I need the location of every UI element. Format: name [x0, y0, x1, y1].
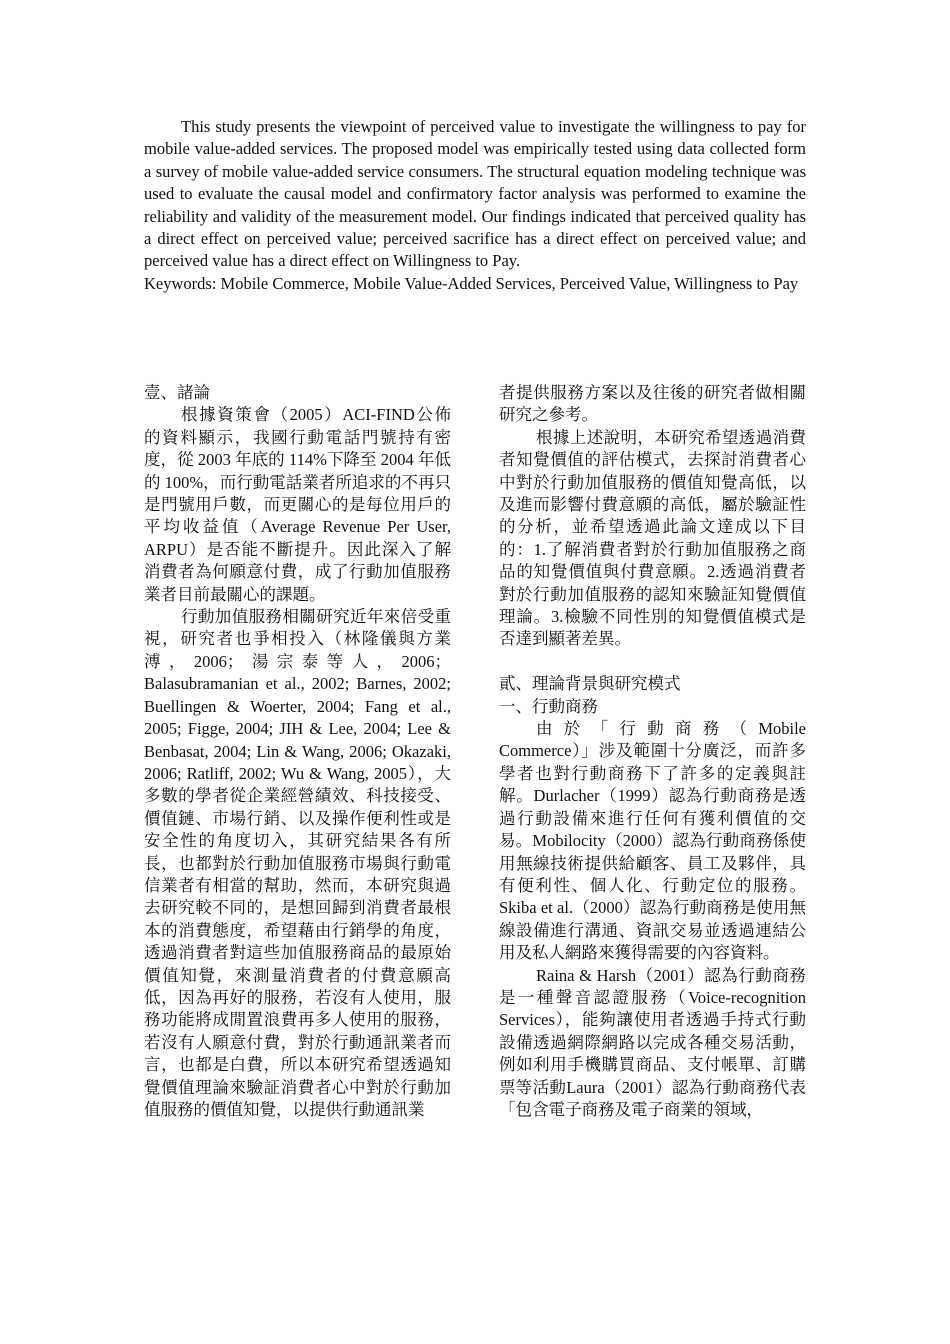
- intro-paragraph-1: 根據資策會（2005）ACI-FIND公佈的資料顯示，我國行動電話門號持有密度，從 2003 年底的 114%下降至 2004 年低的 100%，而行動電話業者所追求的不再只是門號用戶數，而更關心的是每位用戶的平均收益值（Average Revenue Per User, ARPU）是否能不斷提升。因此深入了解消費者為何願意付費，成了行動加值服務業者目前最關心的課題。: [144, 405, 451, 604]
- left-column: [144, 382, 451, 1121]
- research-objectives-paragraph: 根據上述說明，本研究希望透過消費者知覺價值的評估模式，去探討消費者心中對於行動加值服務的價值知覺高低，以及進而影響付費意願的高低，屬於驗証性的分析，並希望透過此論文達成以下目的：1.了解消費者對於行動加值服務之商品的知覺價值與付費意願。2.透過消費者對於行動加值服務的認知來驗証知覺價值理論。3.檢驗不同性別的知覺價值模式是否達到顯著差異。: [499, 427, 806, 649]
- intro-paragraph-2: 行動加值服務相關研究近年來倍受重視，研究者也爭相投入（林隆儀與方業溥，2006；湯宗泰等人，2006； Balasubramanian et al., 2002; Barnes, 2002; Buellingen & Woerter, 2004; Fang et al., 2005; Figge, 2004; JIH & Lee, 2004; Lee & Benbasat, 2004; Lin & Wang, 2006; Okazaki, 2006; Ratliff, 2002; Wu & Wang, 2005），大多數的學者從企業經營績效、科技接受、價值鏈、市場行銷、以及操作便利性或是安全性的角度切入，其研究結果各有所長，也都對於行動加值服務市場與行動電信業者有相當的幫助，然而，本研究與過去研究較不同的，是想回歸到消費者最根本的消費態度，希望藉由行銷學的角度，透過消費者對這些加值服務商品的最原始價值知覺，來測量消費者的付費意願高低，因為再好的服務，若沒有人使用，服務功能將成閒置浪費再多人使用的服務，若沒有人願意付費，對於行動通訊業者而言，也都是白費，所以本研究希望透過知覺價值理論來驗証消費者心中對於行動加值服務的價值知覺，以提供行動通訊業: [144, 607, 451, 1119]
- abstract-section: [144, 116, 806, 295]
- subsection-heading-mobile-commerce: 一、行動商務: [499, 696, 598, 716]
- intro-paragraph-continued: 者提供服務方案以及往後的研究者做相關研究之參考。: [499, 383, 806, 425]
- keywords-line: Keywords: Mobile Commerce, Mobile Value-Added Services, Perceived Value, Willingness to Pay: [144, 273, 799, 293]
- section-heading-introduction: 壹、諸論: [144, 383, 210, 402]
- mobile-commerce-paragraph-1: 由於「行動商務（Mobile Commerce）」涉及範圍十分廣泛，而許多學者也對行動商務下了許多的定義與註解。Durlacher（1999）認為行動商務是透過行動設備來進行任何有獲利價值的交易。Mobilocity（2000）認為行動商務係使用無線技術提供給顧客、員工及夥伴，具有便利性、個人化、行動定位的服務。Skiba et al.（2000）認為行動商務是使用無線設備進行溝通、資訊交易並透過連結公用及私人網路來獲得需要的內容資料。: [499, 719, 806, 963]
- section-heading-theory: 貳、理論背景與研究模式: [499, 674, 681, 694]
- mobile-commerce-paragraph-2: Raina & Harsh（2001）認為行動商務是一種聲音認證服務（Voice-recognition Services），能夠讓使用者透過手持式行動設備透過網際網路以完成各種交易活動，例如利用手機購買商品、支付帳單、訂購票等活動Laura（2001）認為行動商務代表「包含電子商務及電子商業的領域，: [499, 965, 806, 1119]
- right-column: [499, 382, 806, 1121]
- section-spacer: [499, 651, 806, 673]
- abstract-body: This study presents the viewpoint of perceived value to investigate the willingness to pay for mobile value-added services. The proposed model was empirically tested using data collected form a survey of mobile value-added service consumers. The structural equation modeling technique was used to evaluate the causal model and confirmatory factor analysis was performed to examine the reliability and validity of the measurement model. Our findings indicated that perceived quality has a direct effect on perceived value; perceived sacrifice has a direct effect on perceived value; and perceived value has a direct effect on Willingness to Pay.: [144, 117, 806, 271]
